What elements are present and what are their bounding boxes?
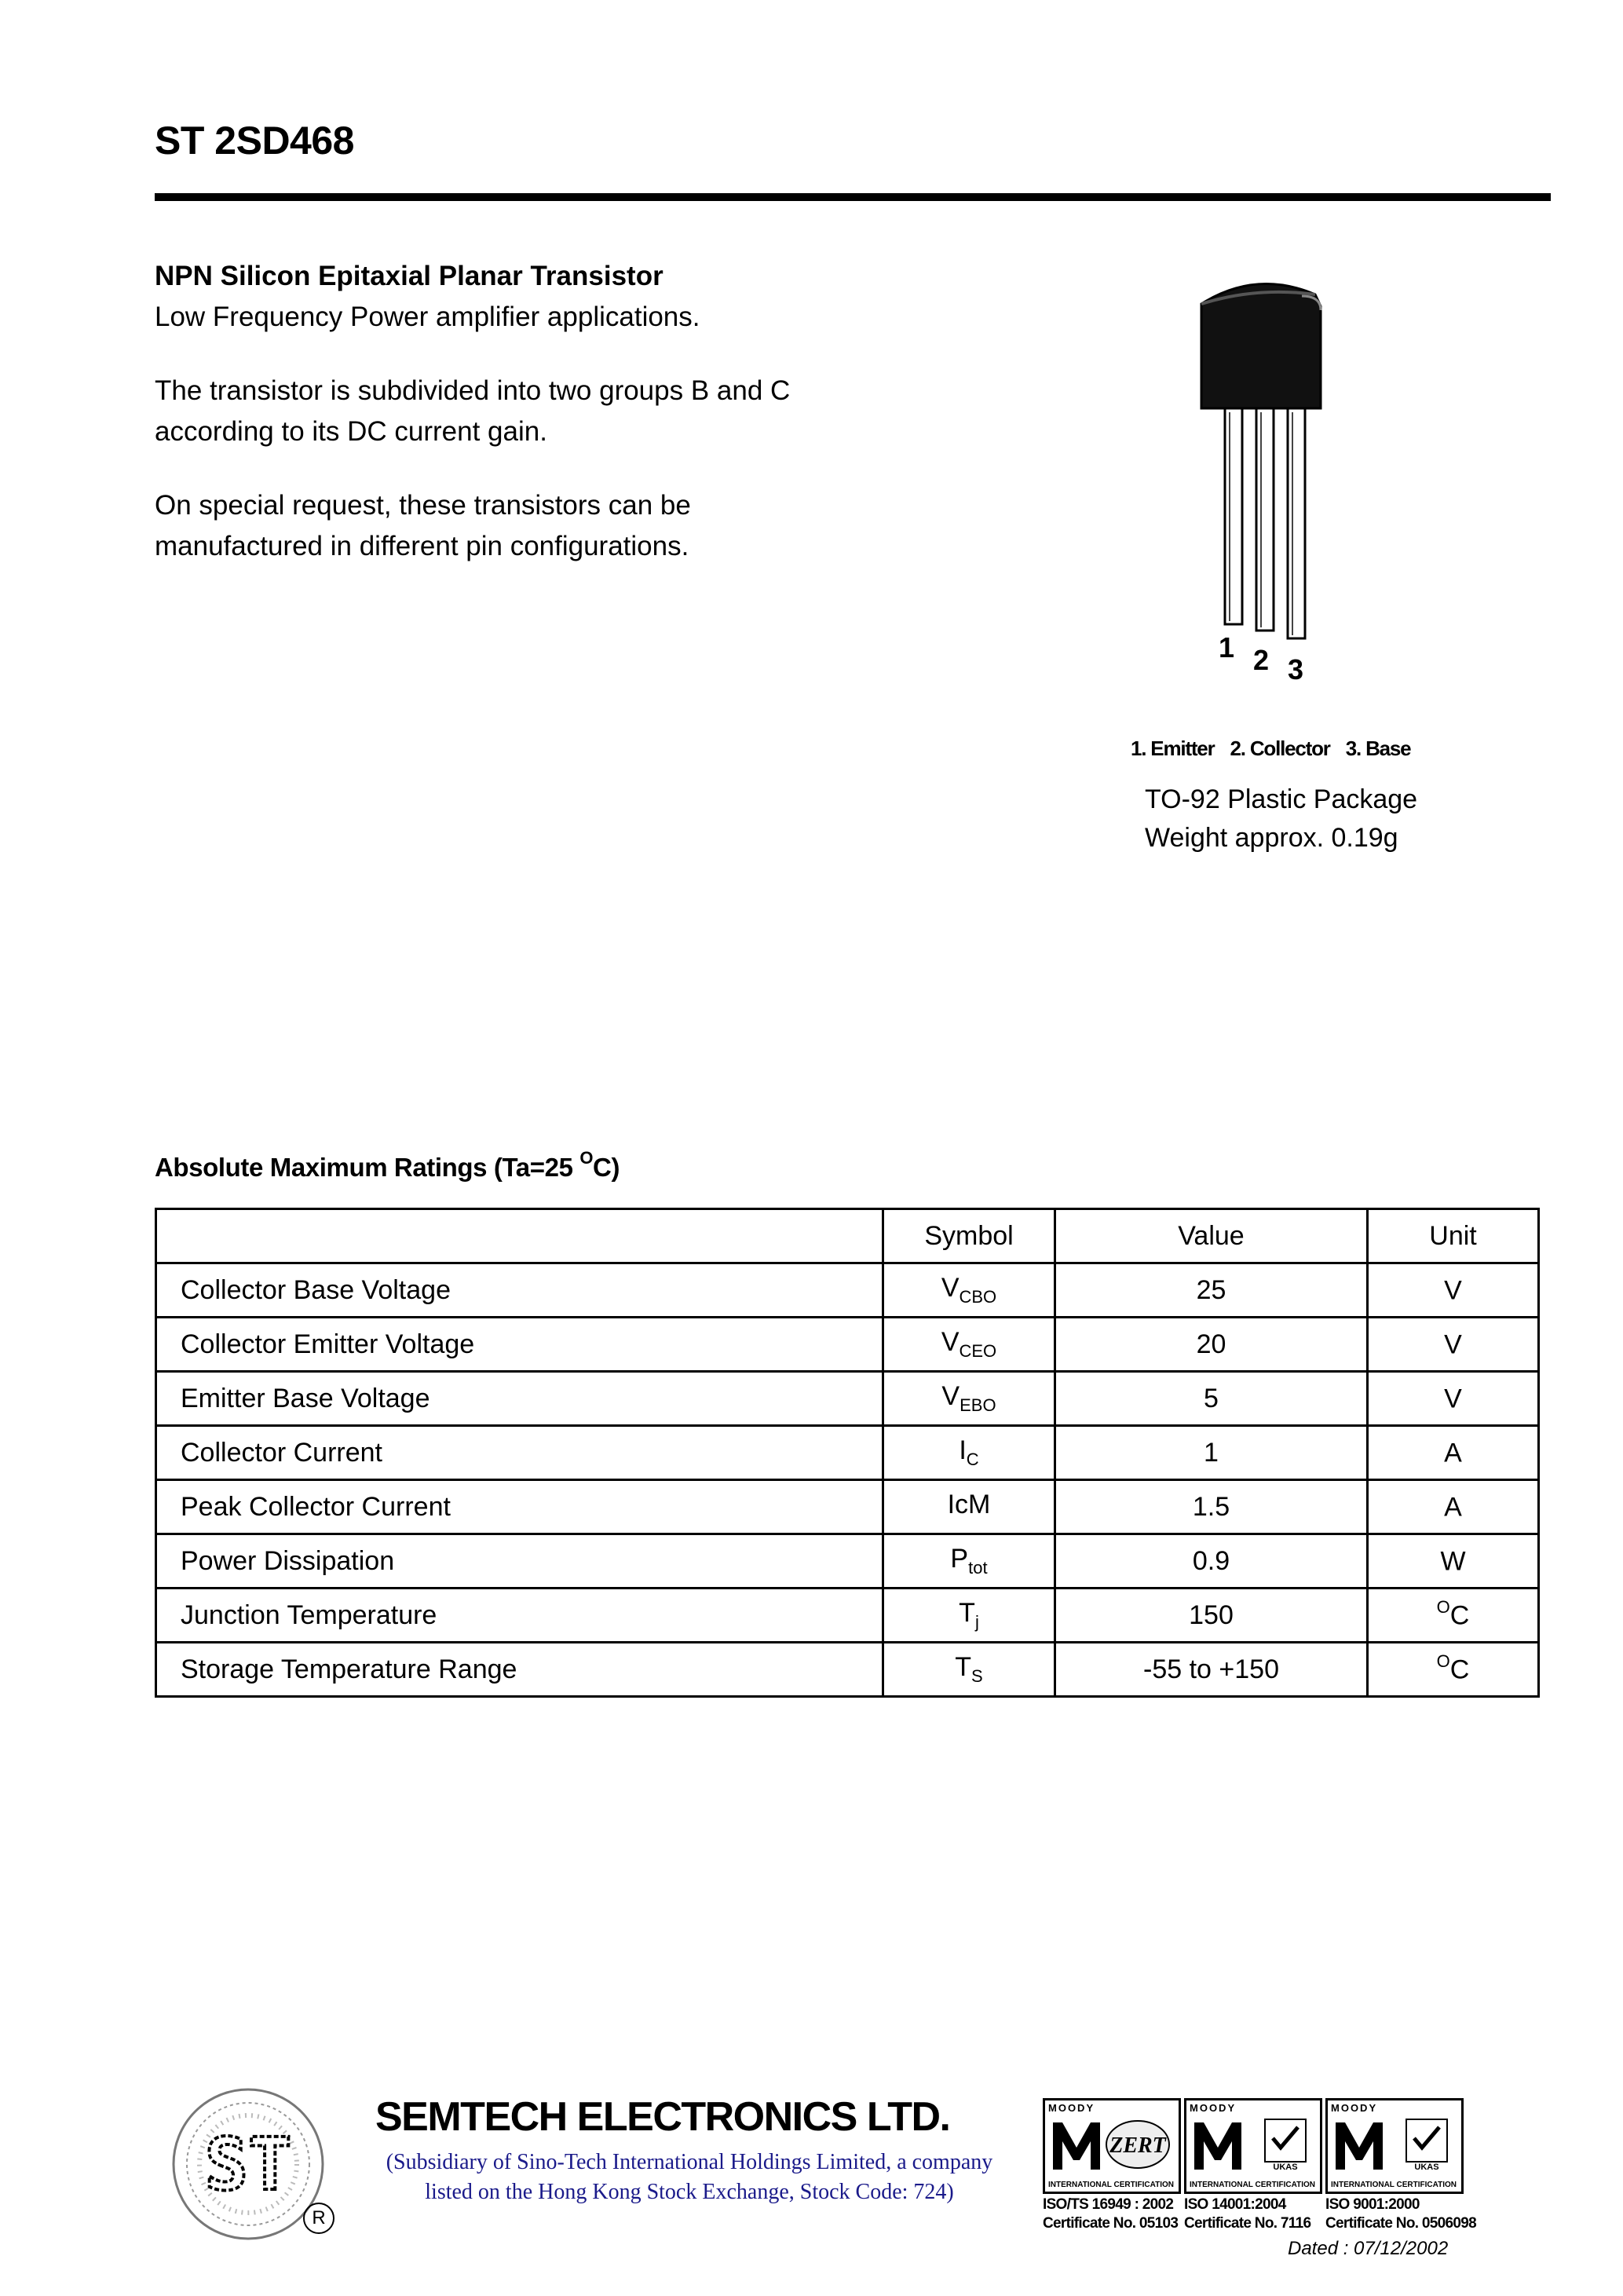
symbol-cell: $I_C$ [883,1426,1055,1480]
unit-cell: V [1368,1263,1539,1318]
pin-label-base: 3. Base [1345,737,1411,760]
grouping-line-2: according to its DC current gain. [155,416,547,447]
value-cell: 20 [1055,1318,1368,1372]
pin-config-line-2: manufactured in different pin configurations. [155,531,689,561]
package-name: TO-92 Plastic Package [1145,784,1418,814]
application-line: Low Frequency Power amplifier applications. [155,302,700,332]
unit-cell: V [1368,1318,1539,1372]
unit-cell: W [1368,1534,1539,1589]
unit-cell: $^O$C [1368,1589,1539,1643]
table-row [156,1372,1539,1426]
intro-section [155,256,901,567]
moody-m-icon [1051,2116,1172,2171]
cert-badge-iso14001: MOODY UKAS INTERNATIONAL CERTIFICATION [1184,2098,1322,2194]
table-row [156,1534,1539,1589]
table-header-row [156,1209,1539,1263]
to92-package-drawing [1178,279,1351,687]
value-cell: 5 [1055,1372,1368,1426]
ratings-title: Absolute Maximum Ratings (Ta=25 $^O$C) [155,1148,620,1182]
symbol-cell: $V_{CEO}$ [883,1318,1055,1372]
table-row [156,1318,1539,1372]
pin-label-emitter: 1. Emitter [1131,737,1215,760]
registered-mark: R [303,2203,334,2234]
pin-assignment [1131,737,1421,761]
grouping-line-1: The transistor is subdivided into two groups B and C [155,375,791,406]
document-date: Dated : 07/12/2002 [1288,2238,1449,2259]
pin-label-collector: 2. Collector [1230,737,1330,760]
parameter-cell: Junction Temperature [156,1589,883,1643]
svg-text:UKAS: UKAS [1414,2163,1439,2171]
company-name: SEMTECH ELECTRONICS LTD. [375,2094,950,2140]
parameter-cell: Power Dissipation [156,1534,883,1589]
symbol-cell: $V_{EBO}$ [883,1372,1055,1426]
pin-config-line-1: On special request, these transistors can be [155,490,691,521]
symbol-cell: $P_{tot}$ [883,1534,1055,1589]
pin-number-1: 1 [1219,631,1235,664]
unit-cell: V [1368,1372,1539,1426]
unit-cell: $^O$C [1368,1643,1539,1697]
package-weight: Weight approx. 0.19g [1145,823,1398,853]
page-title: ST 2SD468 [155,119,354,163]
table-row [156,1263,1539,1318]
value-cell: 25 [1055,1263,1368,1318]
moody-m-icon [1334,2116,1455,2171]
cert-badge-ts16949: MOODY ZERT INTERNATIONAL CERTIFICATION [1043,2098,1181,2194]
logo-letters: ST [204,2122,292,2206]
symbol-cell: IcM [883,1480,1055,1534]
ratings-table [155,1208,1540,1698]
value-cell: -55 to +150 [1055,1643,1368,1697]
cert-caption-iso9001: ISO 9001:2000 Certificate No. 0506098 [1325,2196,1476,2232]
subsidiary-note: (Subsidiary of Sino-Tech International Holdings Limited, a company listed on the Hong Kong Stock Exchange, Stock Code: 724) [386,2150,993,2204]
header-parameter [156,1209,883,1263]
table-row [156,1480,1539,1534]
header-value: Value [1055,1209,1368,1263]
title-rule [155,193,1551,201]
symbol-cell: $T_S$ [883,1643,1055,1697]
cert-caption-iso14001: ISO 14001:2004 Certificate No. 7116 [1184,2196,1311,2232]
pin-number-2: 2 [1253,644,1270,676]
unit-cell: A [1368,1426,1539,1480]
parameter-cell: Emitter Base Voltage [156,1372,883,1426]
cert-caption-ts16949: ISO/TS 16949 : 2002 Certificate No. 05103 [1043,2196,1179,2232]
svg-text:UKAS: UKAS [1273,2163,1298,2171]
svg-text:ZERT: ZERT [1109,2133,1166,2158]
table-row [156,1643,1539,1697]
moody-m-icon [1193,2116,1314,2171]
parameter-cell: Collector Base Voltage [156,1263,883,1318]
value-cell: 0.9 [1055,1534,1368,1589]
unit-cell: A [1368,1480,1539,1534]
parameter-cell: Collector Emitter Voltage [156,1318,883,1372]
symbol-cell: $V_{CBO}$ [883,1263,1055,1318]
parameter-cell: Collector Current [156,1426,883,1480]
table-row [156,1589,1539,1643]
value-cell: 1 [1055,1426,1368,1480]
pin-number-3: 3 [1288,653,1304,686]
value-cell: 150 [1055,1589,1368,1643]
symbol-cell: $T_j$ [883,1589,1055,1643]
parameter-cell: Storage Temperature Range [156,1643,883,1697]
parameter-cell: Peak Collector Current [156,1480,883,1534]
header-symbol: Symbol [883,1209,1055,1263]
header-unit: Unit [1368,1209,1539,1263]
package-info [1145,781,1417,857]
product-heading: NPN Silicon Epitaxial Planar Transistor [155,261,663,291]
cert-badge-iso9001: MOODY UKAS INTERNATIONAL CERTIFICATION [1325,2098,1464,2194]
table-row [156,1426,1539,1480]
value-cell: 1.5 [1055,1480,1368,1534]
